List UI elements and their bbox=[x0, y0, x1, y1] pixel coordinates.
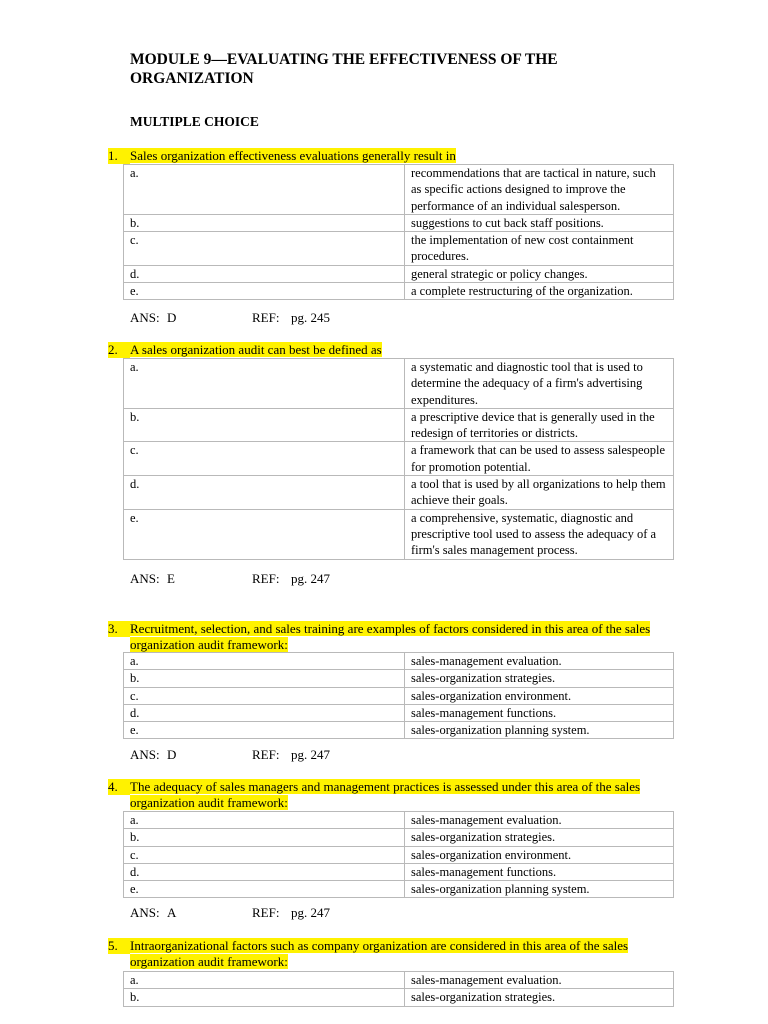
option-letter: b. bbox=[124, 829, 405, 846]
ans-label: ANS: bbox=[130, 310, 160, 325]
ref-value: pg. 247 bbox=[291, 905, 330, 920]
option-letter: e. bbox=[124, 283, 405, 300]
ref-label: REF: bbox=[252, 571, 280, 586]
option-row bbox=[124, 476, 674, 510]
option-row bbox=[124, 265, 674, 282]
options-table-4 bbox=[123, 811, 674, 898]
option-row bbox=[124, 863, 674, 880]
option-row bbox=[124, 165, 674, 215]
option-text: sales-management functions. bbox=[405, 863, 674, 880]
option-letter: d. bbox=[124, 863, 405, 880]
options-table-2 bbox=[123, 358, 674, 560]
option-row bbox=[124, 442, 674, 476]
question-3 bbox=[108, 621, 678, 654]
option-text: general strategic or policy changes. bbox=[405, 265, 674, 282]
option-letter: a. bbox=[124, 812, 405, 829]
option-text: recommendations that are tactical in nature, such as specific actions designed to improve the performance of an individual salesperson. bbox=[405, 165, 674, 215]
question-5 bbox=[108, 938, 678, 971]
question-1 bbox=[108, 148, 678, 164]
answer-line-4 bbox=[130, 905, 330, 921]
option-letter: a. bbox=[124, 359, 405, 409]
option-row bbox=[124, 829, 674, 846]
option-row bbox=[124, 722, 674, 739]
question-number: 3. bbox=[108, 621, 130, 637]
ans-value: E bbox=[167, 571, 175, 586]
ans-label: ANS: bbox=[130, 905, 160, 920]
answer-line-3 bbox=[130, 747, 330, 763]
option-text: a comprehensive, systematic, diagnostic and prescriptive tool used to assess the adequacy of a firm's sales management process. bbox=[405, 509, 674, 559]
option-letter: a. bbox=[124, 165, 405, 215]
option-text: sales-organization planning system. bbox=[405, 881, 674, 898]
module-title: MODULE 9—EVALUATING THE EFFECTIVENESS OF THE ORGANIZATION bbox=[130, 51, 558, 87]
option-row bbox=[124, 359, 674, 409]
option-text: a complete restructuring of the organization. bbox=[405, 283, 674, 300]
question-number: 1. bbox=[108, 148, 130, 164]
option-letter: e. bbox=[124, 881, 405, 898]
option-row bbox=[124, 283, 674, 300]
option-row bbox=[124, 989, 674, 1006]
question-4 bbox=[108, 779, 678, 812]
option-letter: c. bbox=[124, 442, 405, 476]
ref-label: REF: bbox=[252, 310, 280, 325]
option-letter: a. bbox=[124, 653, 405, 670]
option-row bbox=[124, 812, 674, 829]
option-letter: a. bbox=[124, 972, 405, 989]
ref-value: pg. 247 bbox=[291, 571, 330, 586]
option-row bbox=[124, 704, 674, 721]
question-stem: Sales organization effectiveness evaluations generally result in bbox=[130, 148, 456, 163]
ans-label: ANS: bbox=[130, 571, 160, 586]
option-text: sales-organization environment. bbox=[405, 846, 674, 863]
ref-value: pg. 247 bbox=[291, 747, 330, 762]
ans-value: D bbox=[167, 747, 177, 762]
question-stem: Intraorganizational factors such as company organization are considered in this area of the sales organization audit framework: bbox=[130, 938, 629, 970]
ref-label: REF: bbox=[252, 747, 280, 762]
ref-label: REF: bbox=[252, 905, 280, 920]
option-letter: c. bbox=[124, 846, 405, 863]
option-text: sales-management evaluation. bbox=[405, 972, 674, 989]
option-letter: c. bbox=[124, 687, 405, 704]
options-table-1 bbox=[123, 164, 674, 300]
option-row bbox=[124, 509, 674, 559]
section-heading: MULTIPLE CHOICE bbox=[130, 114, 259, 129]
option-row bbox=[124, 214, 674, 231]
option-letter: c. bbox=[124, 232, 405, 266]
question-stem: Recruitment, selection, and sales training are examples of factors considered in this area of the sales organization audit framework: bbox=[130, 621, 651, 653]
option-text: a tool that is used by all organizations to help them achieve their goals. bbox=[405, 476, 674, 510]
option-text: sales-organization strategies. bbox=[405, 670, 674, 687]
option-text: a framework that can be used to assess salespeople for promotion potential. bbox=[405, 442, 674, 476]
question-number: 4. bbox=[108, 779, 130, 795]
option-text: sales-management evaluation. bbox=[405, 812, 674, 829]
option-text: a systematic and diagnostic tool that is used to determine the adequacy of a firm's advertising expenditures. bbox=[405, 359, 674, 409]
option-row bbox=[124, 670, 674, 687]
question-2 bbox=[108, 342, 678, 358]
option-letter: e. bbox=[124, 722, 405, 739]
answer-line-1 bbox=[130, 310, 330, 326]
option-row bbox=[124, 881, 674, 898]
option-letter: d. bbox=[124, 704, 405, 721]
answer-line-2 bbox=[130, 571, 330, 587]
option-letter: b. bbox=[124, 670, 405, 687]
question-stem: The adequacy of sales managers and management practices is assessed under this area of the sales organization audit framework: bbox=[130, 779, 641, 811]
option-text: sales-management functions. bbox=[405, 704, 674, 721]
ans-value: D bbox=[167, 310, 177, 325]
option-row bbox=[124, 408, 674, 442]
ans-label: ANS: bbox=[130, 747, 160, 762]
option-row bbox=[124, 972, 674, 989]
option-text: sales-organization strategies. bbox=[405, 989, 674, 1006]
question-stem: A sales organization audit can best be defined as bbox=[130, 342, 382, 357]
option-text: a prescriptive device that is generally used in the redesign of territories or districts. bbox=[405, 408, 674, 442]
option-letter: b. bbox=[124, 214, 405, 231]
option-text: sales-management evaluation. bbox=[405, 653, 674, 670]
options-table-5 bbox=[123, 971, 674, 1007]
option-letter: b. bbox=[124, 408, 405, 442]
option-text: suggestions to cut back staff positions. bbox=[405, 214, 674, 231]
option-row bbox=[124, 653, 674, 670]
question-number: 5. bbox=[108, 938, 130, 954]
option-letter: d. bbox=[124, 265, 405, 282]
question-number: 2. bbox=[108, 342, 130, 358]
option-text: sales-organization environment. bbox=[405, 687, 674, 704]
option-letter: b. bbox=[124, 989, 405, 1006]
option-row bbox=[124, 846, 674, 863]
option-row bbox=[124, 232, 674, 266]
ans-value: A bbox=[167, 905, 177, 920]
option-letter: e. bbox=[124, 509, 405, 559]
option-text: sales-organization planning system. bbox=[405, 722, 674, 739]
ref-value: pg. 245 bbox=[291, 310, 330, 325]
option-row bbox=[124, 687, 674, 704]
options-table-3 bbox=[123, 652, 674, 739]
option-letter: d. bbox=[124, 476, 405, 510]
option-text: sales-organization strategies. bbox=[405, 829, 674, 846]
option-text: the implementation of new cost containment procedures. bbox=[405, 232, 674, 266]
